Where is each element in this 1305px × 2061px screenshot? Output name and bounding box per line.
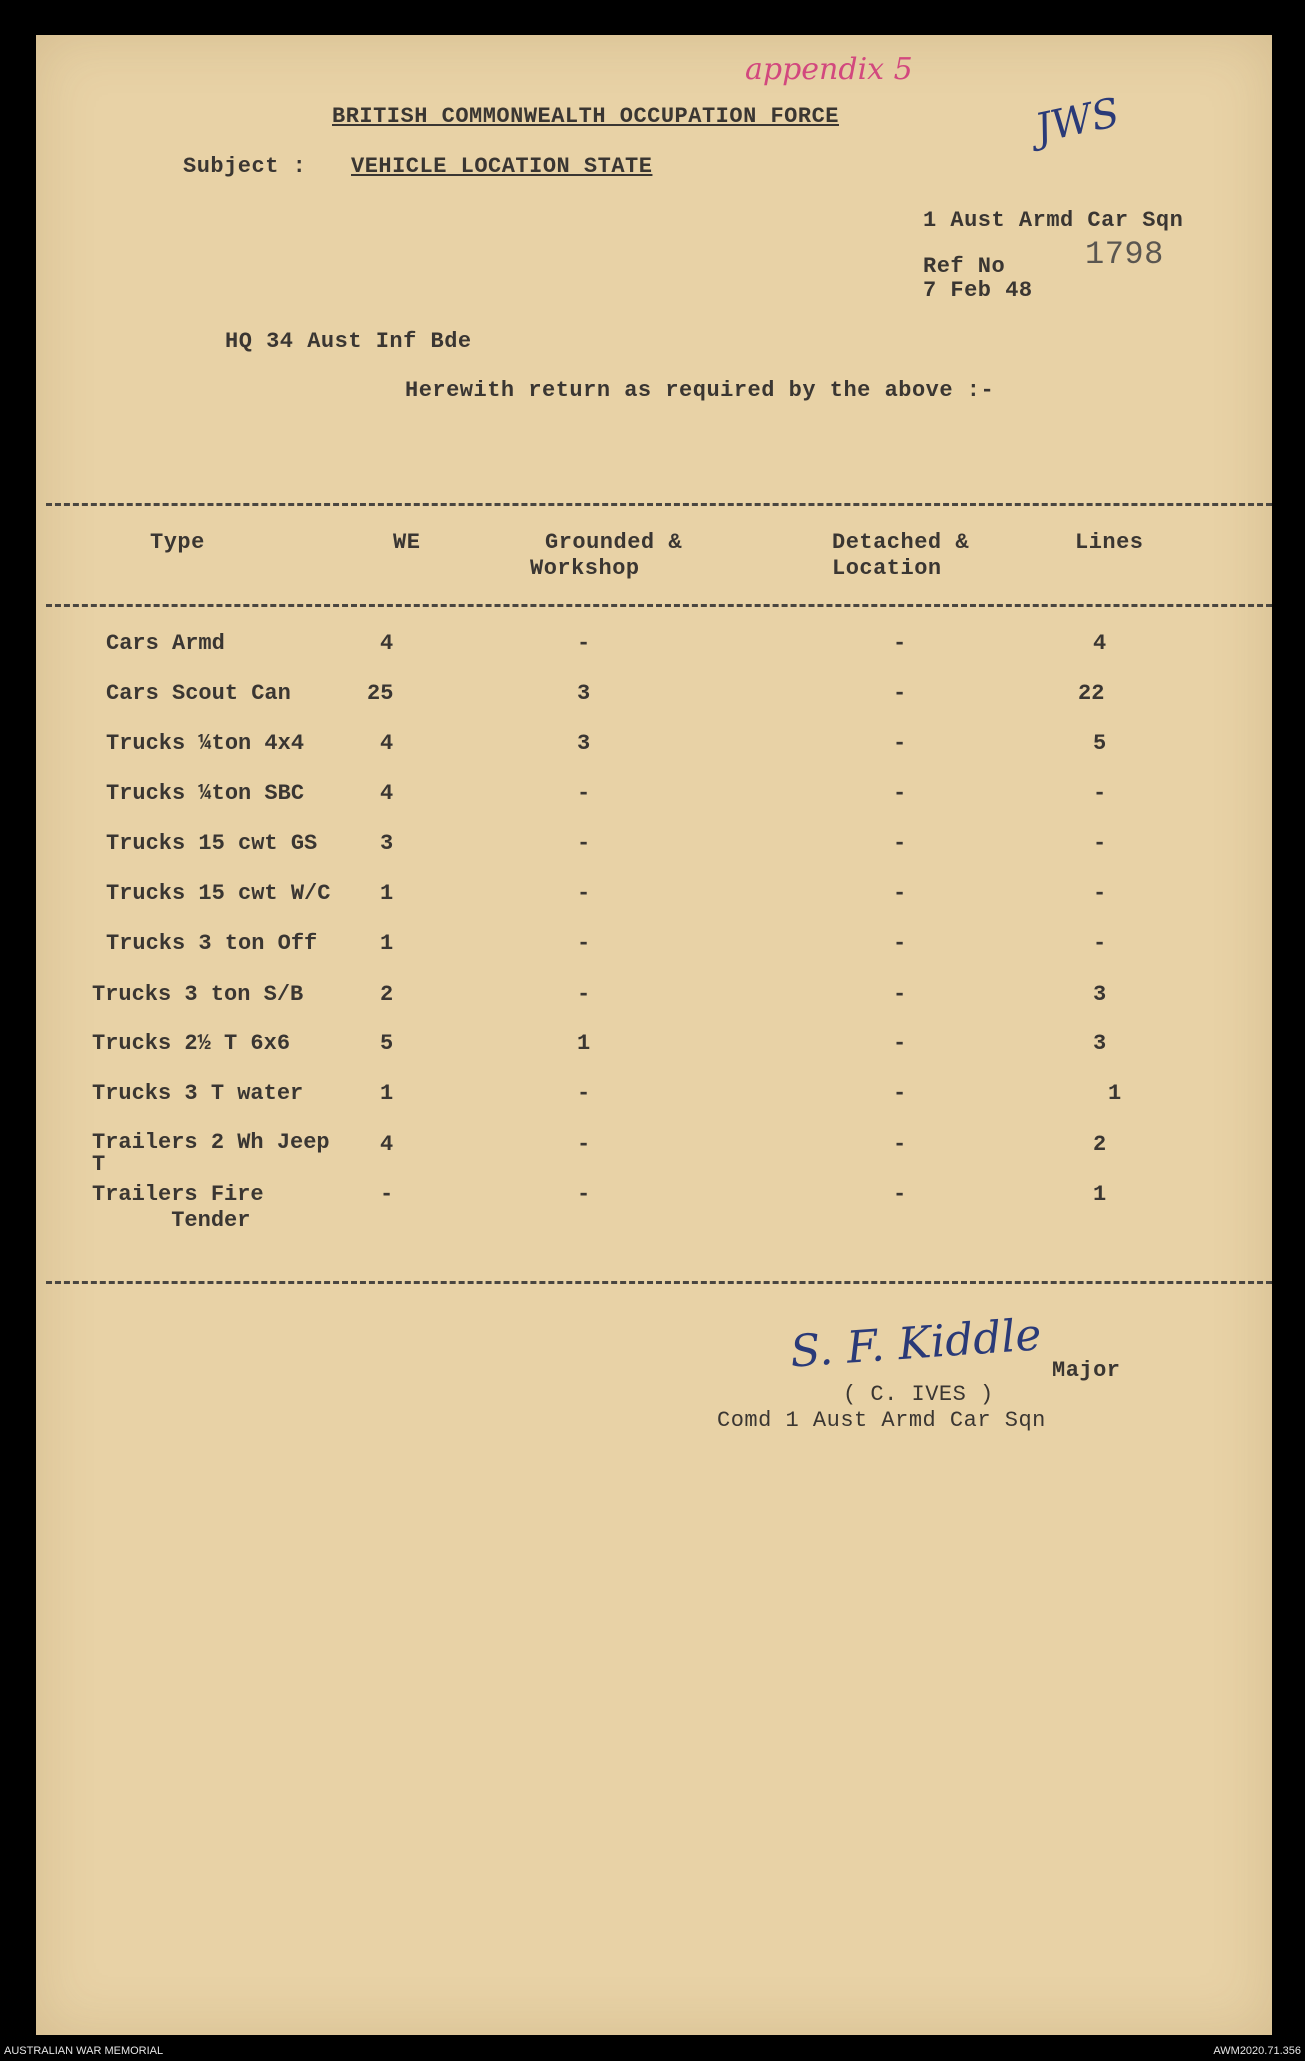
row-6-grounded: - xyxy=(577,881,591,906)
subject-label: Subject : xyxy=(183,154,307,179)
row-8-grounded: - xyxy=(577,982,591,1007)
row-9-grounded: 1 xyxy=(577,1031,591,1056)
row-9-detached: - xyxy=(893,1031,907,1056)
intro-text: Herewith return as required by the above :- xyxy=(405,378,995,403)
signatory-name: ( C. IVES ) xyxy=(843,1382,994,1407)
row-8-we: 2 xyxy=(380,982,394,1007)
row-8-detached: - xyxy=(893,982,907,1007)
handwritten-signature: S. F. Kiddle xyxy=(788,1309,1044,1378)
row-9-lines: 3 xyxy=(1093,1031,1107,1056)
row-4-we: 4 xyxy=(380,781,394,806)
row-7-lines: - xyxy=(1093,931,1107,956)
row-6-type: Trucks 15 cwt W/C xyxy=(106,881,331,906)
row-7-type: Trucks 3 ton Off xyxy=(106,931,318,956)
addressee: HQ 34 Aust Inf Bde xyxy=(225,329,472,354)
table-top-rule xyxy=(46,503,1272,506)
row-5-type: Trucks 15 cwt GS xyxy=(106,831,318,856)
row-4-type: Trucks ¼ton SBC xyxy=(106,781,305,806)
signatory-rank: Major xyxy=(1052,1358,1121,1383)
row-8-type: Trucks 3 ton S/B xyxy=(92,982,304,1007)
col-header-workshop: Workshop xyxy=(530,556,640,581)
ref-number: 1798 xyxy=(1085,236,1164,273)
unit-name: 1 Aust Armd Car Sqn xyxy=(923,208,1184,233)
row-6-detached: - xyxy=(893,881,907,906)
row-12-type: Trailers Fire Tender xyxy=(92,1182,264,1233)
organisation-title: BRITISH COMMONWEALTH OCCUPATION FORCE xyxy=(332,104,839,129)
row-3-we: 4 xyxy=(380,731,394,756)
row-10-grounded: - xyxy=(577,1081,591,1106)
document-date: 7 Feb 48 xyxy=(923,278,1033,303)
col-header-location: Location xyxy=(832,556,942,581)
row-1-type: Cars Armd xyxy=(106,631,225,656)
row-7-grounded: - xyxy=(577,931,591,956)
row-4-detached: - xyxy=(893,781,907,806)
row-3-grounded: 3 xyxy=(577,731,591,756)
row-2-we: 25 xyxy=(367,681,394,706)
row-10-type: Trucks 3 T water xyxy=(92,1081,304,1106)
subject-value: VEHICLE LOCATION STATE xyxy=(351,154,653,179)
row-5-detached: - xyxy=(893,831,907,856)
row-9-type: Trucks 2½ T 6x6 xyxy=(92,1031,291,1056)
row-3-type: Trucks ¼ton 4x4 xyxy=(106,731,305,756)
initials-signature: JWS xyxy=(1031,89,1124,153)
row-5-lines: - xyxy=(1093,831,1107,856)
row-6-we: 1 xyxy=(380,881,394,906)
row-3-detached: - xyxy=(893,731,907,756)
row-7-detached: - xyxy=(893,931,907,956)
row-9-we: 5 xyxy=(380,1031,394,1056)
col-header-type: Type xyxy=(150,530,205,555)
row-12-lines: 1 xyxy=(1093,1182,1107,1207)
row-1-detached: - xyxy=(893,631,907,656)
row-2-grounded: 3 xyxy=(577,681,591,706)
row-11-lines: 2 xyxy=(1093,1132,1107,1157)
row-10-lines: 1 xyxy=(1108,1081,1122,1106)
table-header-rule xyxy=(46,604,1272,607)
col-header-grounded: Grounded & xyxy=(545,530,683,555)
row-2-lines: 22 xyxy=(1078,681,1105,706)
col-header-detached: Detached & xyxy=(832,530,970,555)
col-header-we: WE xyxy=(393,530,421,555)
row-11-detached: - xyxy=(893,1132,907,1157)
row-4-grounded: - xyxy=(577,781,591,806)
row-11-grounded: - xyxy=(577,1132,591,1157)
row-2-detached: - xyxy=(893,681,907,706)
row-1-grounded: - xyxy=(577,631,591,656)
signatory-title: Comd 1 Aust Armd Car Sqn xyxy=(717,1408,1046,1433)
row-3-lines: 5 xyxy=(1093,731,1107,756)
row-12-detached: - xyxy=(893,1182,907,1207)
row-7-we: 1 xyxy=(380,931,394,956)
row-10-we: 1 xyxy=(380,1081,394,1106)
row-10-detached: - xyxy=(893,1081,907,1106)
table-bottom-rule xyxy=(46,1281,1272,1284)
footer-left: AUSTRALIAN WAR MEMORIAL xyxy=(4,2045,164,2057)
row-12-grounded: - xyxy=(577,1182,591,1207)
row-5-grounded: - xyxy=(577,831,591,856)
col-header-lines: Lines xyxy=(1075,530,1144,555)
row-11-type: Trailers 2 Wh Jeep T xyxy=(92,1130,330,1177)
row-1-lines: 4 xyxy=(1093,631,1107,656)
row-6-lines: - xyxy=(1093,881,1107,906)
row-12-we: - xyxy=(380,1182,394,1207)
row-11-we: 4 xyxy=(380,1132,394,1157)
row-4-lines: - xyxy=(1093,781,1107,806)
row-2-type: Cars Scout Can xyxy=(106,681,291,706)
footer-right: AWM2020.71.356 xyxy=(1213,2045,1301,2057)
row-8-lines: 3 xyxy=(1093,982,1107,1007)
ref-label: Ref No xyxy=(923,254,1006,279)
row-5-we: 3 xyxy=(380,831,394,856)
row-1-we: 4 xyxy=(380,631,394,656)
appendix-note: appendix 5 xyxy=(745,52,913,87)
